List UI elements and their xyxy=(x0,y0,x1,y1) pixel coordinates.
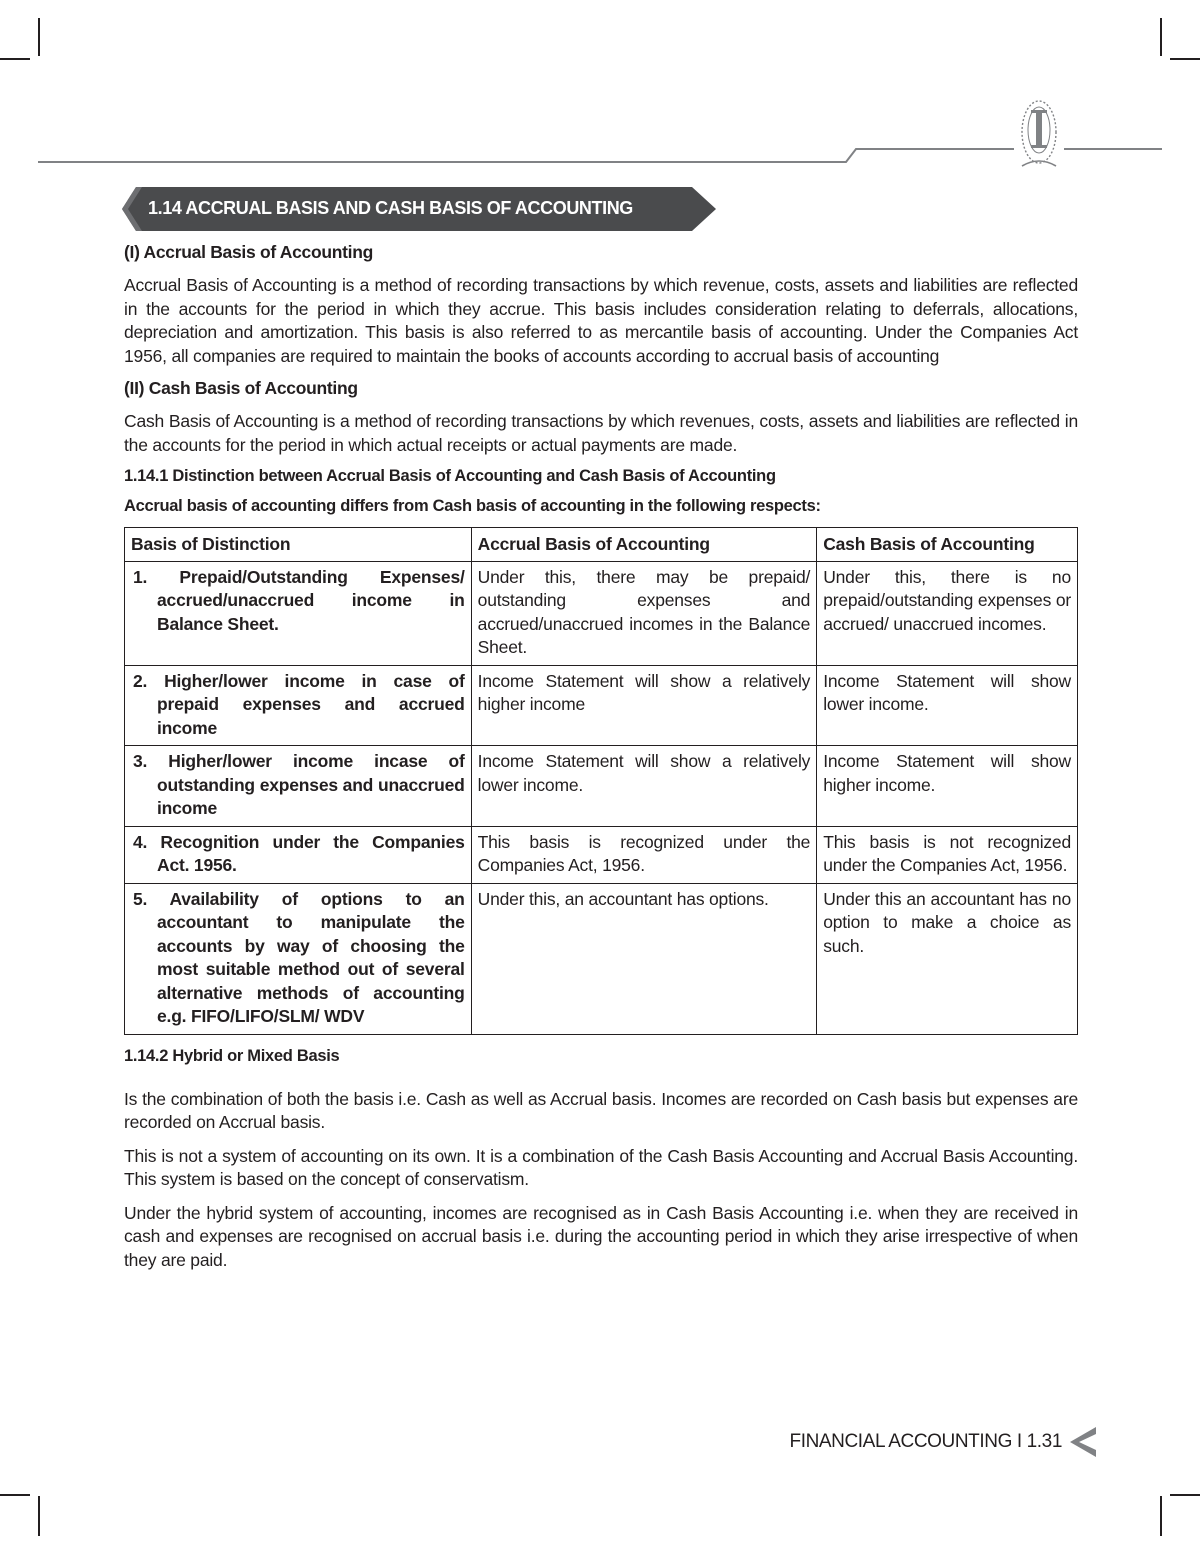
accrual-paragraph: Accrual Basis of Accounting is a method of recording transactions by which revenue, costs, assets and liabilities are reflected in the accounts for the period in which they accrue. This basis includes consideration relating to deferrals, allocations, depreciation and amortization. This basis is also referred to as mercantile basis of accounting. Under the Companies Act 1956, all companies are required to maintain the books of accounts according to accrual basis of accounting xyxy=(124,275,1078,366)
crop-mark-top-left-horizontal xyxy=(0,58,30,60)
accrual-cell: Income Statement will show a relatively higher income xyxy=(471,665,817,746)
crop-mark-bottom-right-horizontal xyxy=(1170,1494,1200,1496)
table-row xyxy=(125,826,1078,883)
cash-cell: Under this an accountant has no option to make a choice as such. xyxy=(817,883,1078,1034)
cash-cell: Income Statement will show higher income. xyxy=(817,746,1078,827)
cash-paragraph: Cash Basis of Accounting is a method of recording transactions by which revenues, costs, assets and liabilities are reflected in the accounts for the period in which actual receipts or actual payments are made. xyxy=(124,411,1078,455)
footer-text: FINANCIAL ACCOUNTING I 1.31 xyxy=(789,1431,1062,1452)
column-header: Cash Basis of Accounting xyxy=(817,528,1078,562)
hybrid-heading: 1.14.2 Hybrid or Mixed Basis xyxy=(124,1046,340,1065)
distinction-table xyxy=(124,527,1078,1035)
crop-mark-top-left-vertical xyxy=(38,18,40,56)
column-header: Basis of Distinction xyxy=(125,528,472,562)
page-content xyxy=(124,242,1078,1282)
section-banner xyxy=(122,187,718,231)
crop-mark-bottom-left-vertical xyxy=(38,1496,40,1536)
table-row xyxy=(125,561,1078,665)
crop-mark-top-right-vertical xyxy=(1160,18,1162,56)
crop-mark-bottom-left-horizontal xyxy=(0,1494,30,1496)
institute-emblem-icon xyxy=(1022,101,1056,166)
hybrid-paragraph: Is the combination of both the basis i.e. Cash as well as Accrual basis. Incomes are recorded on Cash basis but expenses are recorded on Accrual basis. xyxy=(124,1088,1078,1132)
basis-cell: 1. Prepaid/Outstanding Expenses/ accrued/unaccrued income in Balance Sheet. xyxy=(125,561,472,665)
accrual-cell: Income Statement will show a relatively lower income. xyxy=(471,746,817,827)
basis-cell: 5. Availability of options to an accountant to manipulate the accounts by way of choosing the most suitable method out of several alternative methods of accounting e.g. FIFO/LIFO/SLM/ WDV xyxy=(125,883,472,1034)
cash-cell: Income Statement will show lower income. xyxy=(817,665,1078,746)
crop-mark-top-right-horizontal xyxy=(1170,58,1200,60)
section-title: 1.14 ACCRUAL BASIS AND CASH BASIS OF ACCOUNTING xyxy=(148,198,633,218)
basis-cell: 4. Recognition under the Companies Act. 1956. xyxy=(125,826,472,883)
page-footer xyxy=(789,1427,1096,1457)
accrual-cell: This basis is recognized under the Companies Act, 1956. xyxy=(471,826,817,883)
table-row xyxy=(125,883,1078,1034)
header-rule xyxy=(0,90,1200,180)
crop-mark-bottom-right-vertical xyxy=(1160,1496,1162,1536)
cash-cell: This basis is not recognized under the Companies Act, 1956. xyxy=(817,826,1078,883)
basis-cell: 3. Higher/lower income incase of outstanding expenses and unaccrued income xyxy=(125,746,472,827)
chevron-left-icon xyxy=(1070,1427,1096,1457)
hybrid-paragraph: Under the hybrid system of accounting, incomes are recognised as in Cash Basis Accounting i.e. when they are received in cash and expenses are recognised on accrual basis i.e. during the accounting period in which they arise irrespective of when they are paid. xyxy=(124,1202,1078,1270)
cash-cell: Under this, there is no prepaid/outstanding expenses or accrued/ unaccrued incomes. xyxy=(817,561,1078,665)
accrual-heading: (I) Accrual Basis of Accounting xyxy=(124,242,374,262)
accrual-cell: Under this, there may be prepaid/ outstanding expenses and accrued/unaccrued incomes in the Balance Sheet. xyxy=(471,561,817,665)
column-header: Accrual Basis of Accounting xyxy=(471,528,817,562)
table-header-row xyxy=(125,528,1078,562)
table-row xyxy=(125,665,1078,746)
accrual-cell: Under this, an accountant has options. xyxy=(471,883,817,1034)
table-row xyxy=(125,746,1078,827)
distinction-intro: Accrual basis of accounting differs from Cash basis of accounting in the following respects: xyxy=(124,497,821,515)
basis-cell: 2. Higher/lower income in case of prepaid expenses and accrued income xyxy=(125,665,472,746)
hybrid-paragraph: This is not a system of accounting on its own. It is a combination of the Cash Basis Accounting and Accrual Basis Accounting. This system is based on the concept of conservatism. xyxy=(124,1145,1078,1189)
cash-heading: (II) Cash Basis of Accounting xyxy=(124,378,358,398)
distinction-heading: 1.14.1 Distinction between Accrual Basis of Accounting and Cash Basis of Accounting xyxy=(124,467,776,485)
